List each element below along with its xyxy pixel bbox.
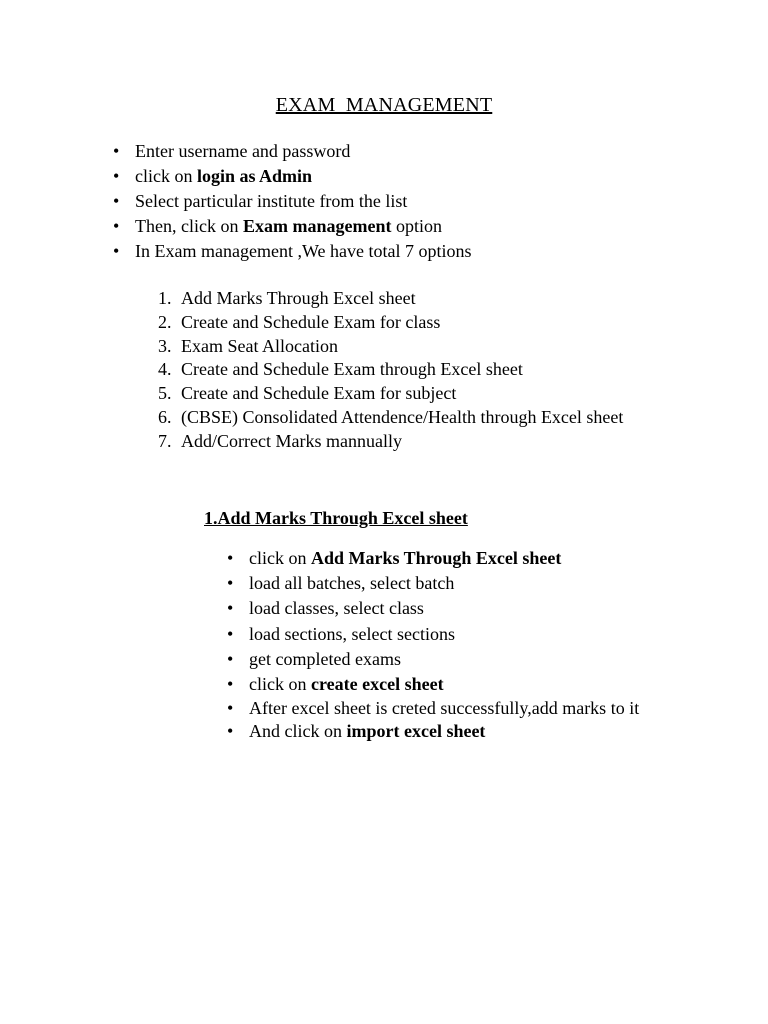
bold-term: Add Marks Through Excel sheet [310,548,562,568]
option-item: 1. Add Marks Through Excel sheet [181,287,741,311]
section-step: • get completed exams [249,647,689,672]
page-title: EXAM MANAGEMENT [275,94,493,116]
section-step: • click on Add Marks Through Excel sheet [249,546,689,571]
option-item: 7. Add/Correct Marks mannually [181,430,741,454]
intro-step: • Select particular institute from the list [135,189,695,214]
bold-term: Exam management [242,216,392,236]
option-number: 6. [158,406,172,427]
section-step: • load sections, select sections [249,622,689,647]
section-step: • load all batches, select batch [249,571,689,596]
options-list [158,287,741,454]
section-step: • load classes, select class [249,596,689,621]
option-number: 5. [158,383,172,404]
intro-step: • In Exam management ,We have total 7 options [135,239,695,264]
option-number: 1. [158,288,172,308]
bold-term: create excel sheet [310,674,444,695]
option-item: 4. Create and Schedule Exam through Excel sheet [181,358,741,382]
option-item: 6. (CBSE) Consolidated Attendence/Health through Excel sheet [181,406,741,430]
option-item: 3. Exam Seat Allocation [181,335,741,359]
bold-term: import excel sheet [346,721,486,742]
section-step: • And click on import excel sheet [249,719,689,744]
intro-step: • Then, click on Exam management option [135,214,695,239]
section-step: • click on create excel sheet [249,672,689,697]
option-number: 3. [158,335,172,356]
bold-term: login as Admin [196,166,313,186]
intro-step: • click on login as Admin [135,164,695,189]
section-steps-list [249,546,689,744]
option-number: 7. [158,430,172,451]
section-step: • After excel sheet is creted successfully,add marks to it [249,697,689,719]
option-item: 5. Create and Schedule Exam for subject [181,382,741,406]
option-number: 2. [158,311,172,332]
option-number: 4. [158,359,172,380]
intro-steps-list [135,139,695,264]
option-item: 2. Create and Schedule Exam for class [181,311,741,335]
section-heading: 1.Add Marks Through Excel sheet [204,508,468,528]
intro-step: • Enter username and password [135,139,695,164]
